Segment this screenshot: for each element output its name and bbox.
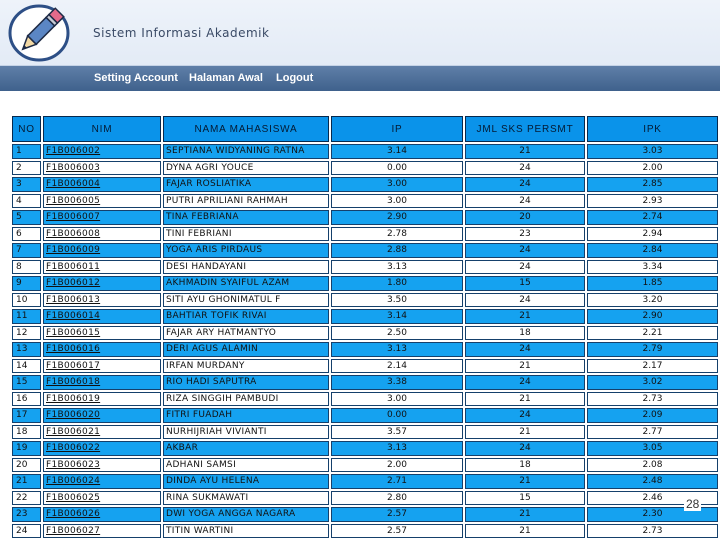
cell-nim-link[interactable]: F1B006013: [43, 293, 161, 308]
cell-nama-mahasiswa: DWI YOGA ANGGA NAGARA: [163, 507, 329, 522]
cell-nim-link[interactable]: F1B006014: [43, 309, 161, 324]
cell-ip: 2.80: [331, 491, 463, 506]
cell-ipk: 1.85: [587, 276, 718, 291]
cell-no: 6: [12, 227, 41, 242]
table-row: [12, 210, 718, 225]
table-row: [12, 177, 718, 192]
cell-nim-link[interactable]: F1B006018: [43, 375, 161, 390]
cell-nama-mahasiswa: RIZA SINGGIH PAMBUDI: [163, 392, 329, 407]
cell-nim-link[interactable]: F1B006021: [43, 425, 161, 440]
cell-nama-mahasiswa: RIO HADI SAPUTRA: [163, 375, 329, 390]
cell-ipk: 2.73: [587, 392, 718, 407]
cell-nim-link[interactable]: F1B006009: [43, 243, 161, 258]
cell-ipk: 2.74: [587, 210, 718, 225]
cell-jml-sks: 21: [465, 359, 585, 374]
table-row: [12, 359, 718, 374]
cell-nim-link[interactable]: F1B006007: [43, 210, 161, 225]
cell-ipk: 3.34: [587, 260, 718, 275]
cell-ip: 3.13: [331, 260, 463, 275]
cell-ipk: 2.48: [587, 474, 718, 489]
column-header-ip: IP: [331, 116, 463, 142]
cell-no: 3: [12, 177, 41, 192]
cell-ipk: 2.93: [587, 194, 718, 209]
table-row: [12, 276, 718, 291]
cell-jml-sks: 23: [465, 227, 585, 242]
table-row: [12, 243, 718, 258]
cell-jml-sks: 21: [465, 524, 585, 539]
cell-ip: 3.00: [331, 194, 463, 209]
column-header-nim: NIM: [43, 116, 161, 142]
table-row: [12, 524, 718, 539]
cell-ip: 2.57: [331, 524, 463, 539]
cell-ipk: 2.79: [587, 342, 718, 357]
cell-ipk: 2.84: [587, 243, 718, 258]
cell-jml-sks: 24: [465, 243, 585, 258]
student-grade-table-wrapper: [10, 114, 718, 540]
cell-ip: 3.50: [331, 293, 463, 308]
cell-ipk: 3.20: [587, 293, 718, 308]
cell-no: 7: [12, 243, 41, 258]
cell-nama-mahasiswa: BAHTIAR TOFIK RIVAI: [163, 309, 329, 324]
cell-nim-link[interactable]: F1B006011: [43, 260, 161, 275]
cell-nim-link[interactable]: F1B006019: [43, 392, 161, 407]
cell-ipk: 3.05: [587, 441, 718, 456]
cell-nim-link[interactable]: F1B006003: [43, 161, 161, 176]
cell-nim-link[interactable]: F1B006020: [43, 408, 161, 423]
cell-jml-sks: 24: [465, 293, 585, 308]
cell-no: 16: [12, 392, 41, 407]
table-header-row: [12, 116, 718, 142]
cell-nim-link[interactable]: F1B006023: [43, 458, 161, 473]
table-row: [12, 194, 718, 209]
cell-nim-link[interactable]: F1B006015: [43, 326, 161, 341]
cell-ip: 2.78: [331, 227, 463, 242]
cell-no: 1: [12, 144, 41, 159]
cell-nama-mahasiswa: NURHIJRIAH VIVIANTI: [163, 425, 329, 440]
table-body: [12, 144, 718, 538]
cell-nim-link[interactable]: F1B006016: [43, 342, 161, 357]
cell-nama-mahasiswa: TINI FEBRIANI: [163, 227, 329, 242]
cell-jml-sks: 24: [465, 260, 585, 275]
cell-ip: 3.00: [331, 177, 463, 192]
table-row: [12, 408, 718, 423]
cell-ip: 3.57: [331, 425, 463, 440]
cell-jml-sks: 24: [465, 177, 585, 192]
cell-ipk: 2.85: [587, 177, 718, 192]
cell-no: 17: [12, 408, 41, 423]
cell-no: 24: [12, 524, 41, 539]
pencil-circle-logo-icon: [6, 2, 72, 64]
cell-jml-sks: 18: [465, 326, 585, 341]
cell-jml-sks: 21: [465, 507, 585, 522]
nav-setting-account-link[interactable]: Setting Account: [94, 72, 178, 84]
cell-no: 10: [12, 293, 41, 308]
cell-nama-mahasiswa: ADHANI SAMSI: [163, 458, 329, 473]
table-row: [12, 375, 718, 390]
cell-ipk: 3.02: [587, 375, 718, 390]
table-row: [12, 293, 718, 308]
cell-no: 4: [12, 194, 41, 209]
table-row: [12, 441, 718, 456]
cell-jml-sks: 18: [465, 458, 585, 473]
cell-no: 11: [12, 309, 41, 324]
table-row: [12, 161, 718, 176]
page-number: 28: [686, 497, 700, 511]
cell-nama-mahasiswa: AKHMADIN SYAIFUL AZAM: [163, 276, 329, 291]
cell-jml-sks: 15: [465, 276, 585, 291]
table-row: [12, 227, 718, 242]
table-row: [12, 309, 718, 324]
cell-no: 21: [12, 474, 41, 489]
cell-no: 13: [12, 342, 41, 357]
table-row: [12, 144, 718, 159]
column-header-jml-sks-persmt: JML SKS PERSMT: [465, 116, 585, 142]
cell-nim-link[interactable]: F1B006022: [43, 441, 161, 456]
cell-no: 8: [12, 260, 41, 275]
table-row: [12, 425, 718, 440]
cell-no: 23: [12, 507, 41, 522]
column-header-ipk: IPK: [587, 116, 718, 142]
cell-nim-link[interactable]: F1B006017: [43, 359, 161, 374]
cell-nim-link[interactable]: F1B006024: [43, 474, 161, 489]
cell-ipk: 2.90: [587, 309, 718, 324]
cell-nama-mahasiswa: DYNA AGRI YOUCE: [163, 161, 329, 176]
column-header-no: NO: [12, 116, 41, 142]
cell-no: 5: [12, 210, 41, 225]
nav-logout-link[interactable]: Logout: [276, 72, 314, 84]
table-row: [12, 507, 718, 522]
cell-ip: 3.38: [331, 375, 463, 390]
cell-jml-sks: 24: [465, 441, 585, 456]
cell-nama-mahasiswa: DESI HANDAYANI: [163, 260, 329, 275]
cell-jml-sks: 21: [465, 392, 585, 407]
cell-no: 2: [12, 161, 41, 176]
cell-ipk: 2.46: [587, 491, 718, 506]
cell-jml-sks: 21: [465, 474, 585, 489]
cell-ip: 3.14: [331, 144, 463, 159]
table-row: [12, 392, 718, 407]
cell-nama-mahasiswa: FAJAR ROSLIATIKA: [163, 177, 329, 192]
cell-jml-sks: 24: [465, 194, 585, 209]
cell-nim-link[interactable]: F1B006027: [43, 524, 161, 539]
cell-no: 19: [12, 441, 41, 456]
cell-jml-sks: 24: [465, 161, 585, 176]
cell-ipk: 2.73: [587, 524, 718, 539]
cell-nim-link[interactable]: F1B006005: [43, 194, 161, 209]
cell-nim-link[interactable]: F1B006004: [43, 177, 161, 192]
cell-ipk: 2.77: [587, 425, 718, 440]
cell-ipk: 2.30: [587, 507, 718, 522]
cell-nama-mahasiswa: PUTRI APRILIANI RAHMAH: [163, 194, 329, 209]
cell-jml-sks: 24: [465, 375, 585, 390]
cell-nim-link[interactable]: F1B006002: [43, 144, 161, 159]
cell-no: 22: [12, 491, 41, 506]
cell-nama-mahasiswa: IRFAN MURDANY: [163, 359, 329, 374]
cell-ip: 3.13: [331, 441, 463, 456]
cell-ip: 0.00: [331, 408, 463, 423]
cell-no: 15: [12, 375, 41, 390]
app-header: [0, 0, 720, 66]
cell-nama-mahasiswa: RINA SUKMAWATI: [163, 491, 329, 506]
table-row: [12, 491, 718, 506]
cell-nim-link[interactable]: F1B006025: [43, 491, 161, 506]
cell-nama-mahasiswa: FITRI FUADAH: [163, 408, 329, 423]
cell-ip: 2.00: [331, 458, 463, 473]
cell-ipk: 2.21: [587, 326, 718, 341]
cell-jml-sks: 20: [465, 210, 585, 225]
table-row: [12, 458, 718, 473]
app-title: Sistem Informasi Akademik: [93, 26, 270, 40]
cell-nama-mahasiswa: TITIN WARTINI: [163, 524, 329, 539]
cell-ip: 3.14: [331, 309, 463, 324]
cell-ip: 2.50: [331, 326, 463, 341]
cell-ip: 2.71: [331, 474, 463, 489]
cell-ip: 0.00: [331, 161, 463, 176]
cell-nama-mahasiswa: DERI AGUS ALAMIN: [163, 342, 329, 357]
cell-nama-mahasiswa: DINDA AYU HELENA: [163, 474, 329, 489]
cell-ip: 2.57: [331, 507, 463, 522]
cell-jml-sks: 24: [465, 342, 585, 357]
nav-halaman-awal-link[interactable]: Halaman Awal: [189, 72, 263, 84]
cell-nim-link[interactable]: F1B006012: [43, 276, 161, 291]
cell-ip: 2.14: [331, 359, 463, 374]
cell-no: 18: [12, 425, 41, 440]
cell-no: 20: [12, 458, 41, 473]
cell-ipk: 2.17: [587, 359, 718, 374]
cell-ipk: 2.09: [587, 408, 718, 423]
cell-nama-mahasiswa: SITI AYU GHONIMATUL F: [163, 293, 329, 308]
cell-nama-mahasiswa: YOGA ARIS PIRDAUS: [163, 243, 329, 258]
column-header-nama-mahasiswa: NAMA MAHASISWA: [163, 116, 329, 142]
cell-nama-mahasiswa: TINA FEBRIANA: [163, 210, 329, 225]
cell-nama-mahasiswa: FAJAR ARY HATMANTYO: [163, 326, 329, 341]
cell-ip: 1.80: [331, 276, 463, 291]
cell-ip: 3.13: [331, 342, 463, 357]
cell-jml-sks: 21: [465, 309, 585, 324]
cell-nim-link[interactable]: F1B006026: [43, 507, 161, 522]
cell-jml-sks: 15: [465, 491, 585, 506]
cell-jml-sks: 21: [465, 425, 585, 440]
cell-no: 14: [12, 359, 41, 374]
table-row: [12, 260, 718, 275]
cell-nama-mahasiswa: SEPTIANA WIDYANING RATNA: [163, 144, 329, 159]
cell-ipk: 3.03: [587, 144, 718, 159]
cell-nama-mahasiswa: AKBAR: [163, 441, 329, 456]
student-grade-table: [10, 114, 718, 540]
cell-ip: 2.88: [331, 243, 463, 258]
cell-ipk: 2.94: [587, 227, 718, 242]
cell-ipk: 2.08: [587, 458, 718, 473]
table-row: [12, 326, 718, 341]
cell-no: 12: [12, 326, 41, 341]
cell-nim-link[interactable]: F1B006008: [43, 227, 161, 242]
table-row: [12, 342, 718, 357]
table-row: [12, 474, 718, 489]
cell-ip: 3.00: [331, 392, 463, 407]
main-navigation: [0, 66, 720, 91]
cell-ip: 2.90: [331, 210, 463, 225]
cell-jml-sks: 21: [465, 144, 585, 159]
cell-ipk: 2.00: [587, 161, 718, 176]
cell-jml-sks: 24: [465, 408, 585, 423]
cell-no: 9: [12, 276, 41, 291]
